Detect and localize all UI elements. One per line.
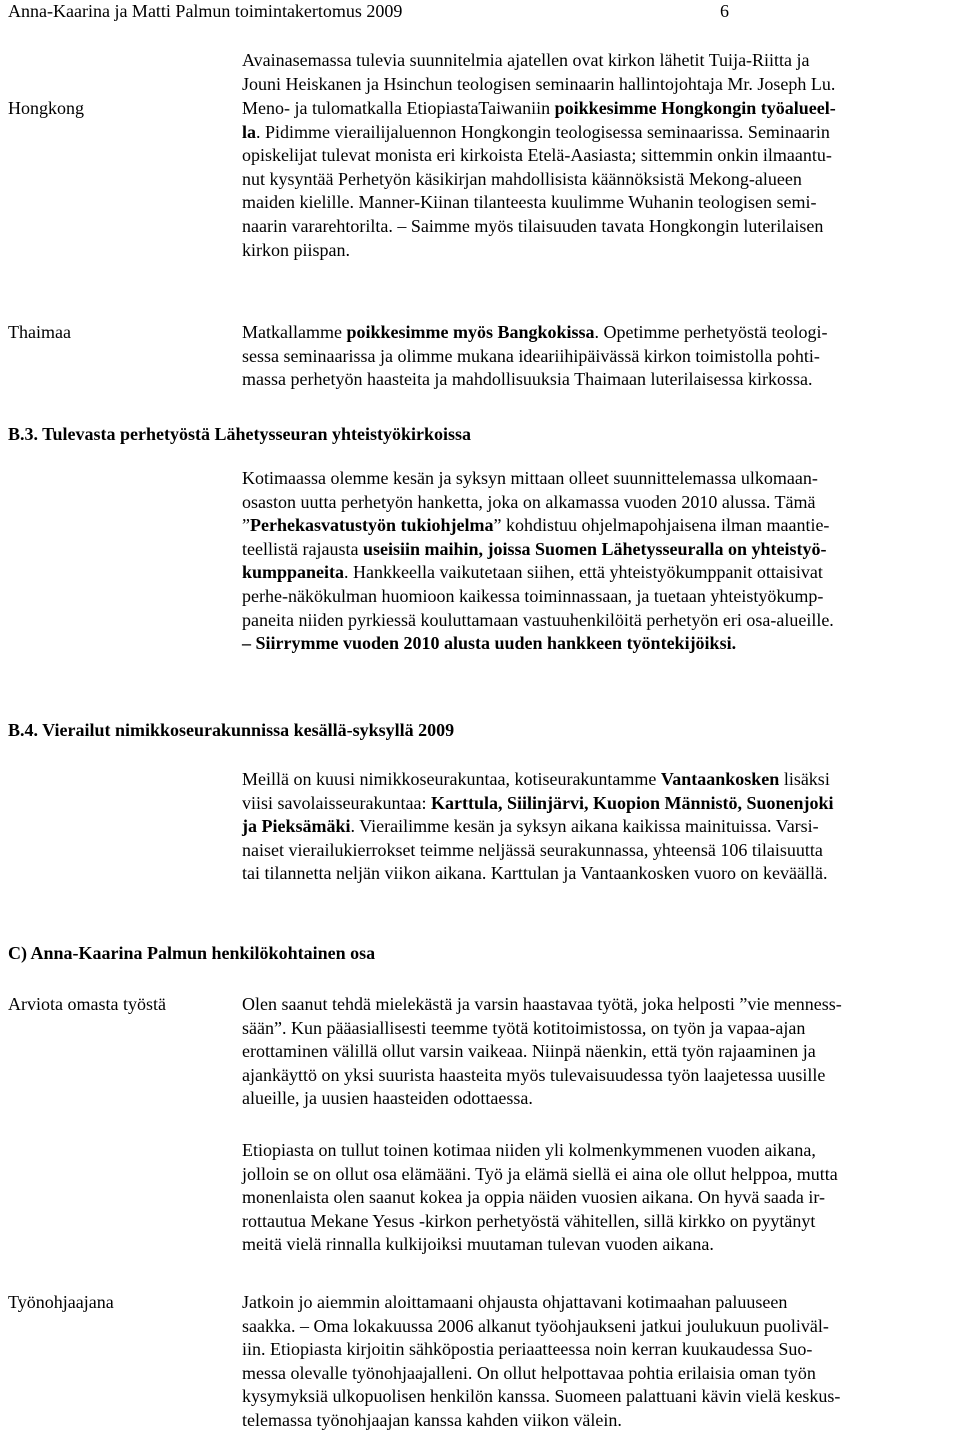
side-label-thaimaa: Thaimaa (8, 322, 71, 342)
text-line: ja Pieksämäki. Vierailimme kesän ja syksyn aikana kaikissa mainituissa. Varsi- (242, 816, 819, 837)
text-line: nut kysyntää Perhetyön käsikirjan mahdollisista käännöksistä Mekong-alueen (242, 168, 802, 189)
text-line: Avainasemassa tulevia suunnitelmia ajatellen ovat kirkon lähetit Tuija-Riitta ja (242, 50, 810, 70)
text-line: naiset vierailukierrokset teimme neljässä seurakunnassa, yhteensä 106 tilaisuutta (242, 839, 823, 860)
text-line: Matkallamme poikkesimme myös Bangkokissa. Opetimme perhetyöstä teologi- (242, 322, 828, 342)
bold-text: kumppaneita (242, 562, 345, 583)
text-line: viisi savolaisseurakuntaa: Karttula, Siilinjärvi, Kuopion Männistö, Suonenjoki (242, 792, 834, 813)
text-line: monenlaista olen saanut kokea ja oppia näiden vuosien aikana. On hyvä saada ir- (242, 1187, 825, 1208)
bold-text: ja Pieksämäki (242, 816, 351, 837)
text-line: naarin vararehtorilta. – Saimme myös tilaisuuden tavata Hongkongin luterilaisen (242, 215, 824, 236)
bold-text: poikkesimme myös Bangkokissa (346, 322, 595, 342)
intro-paragraph (242, 49, 956, 96)
text-line: osaston uutta perhetyön hanketta, joka on alkamassa vuoden 2010 alussa. Tämä (242, 491, 816, 512)
b4-paragraph (242, 768, 956, 886)
section-heading-b3: B.3. Tulevasta perhetyöstä Lähetysseuran yhteistyökirkoissa (8, 424, 472, 444)
bold-text: la (242, 121, 257, 142)
text-line: teellistä rajausta useisiin maihin, joissa Suomen Lähetysseuralla on yhteistyö- (242, 538, 827, 559)
bold-text: – Siirrymme vuoden 2010 alusta uuden hankkeen työntekijöiksi. (242, 633, 737, 654)
thaimaa-paragraph (242, 321, 956, 392)
b3-paragraph (242, 467, 956, 656)
text-line: iin. Etiopiasta kirjoitin sähköpostia periaatteessa noin kerran kuukaudessa Suo- (242, 1339, 813, 1360)
text-line: Meno- ja tulomatkalla EtiopiastaTaiwaniin poikkesimme Hongkongin työalueel- (242, 98, 836, 118)
text-line: ajankäyttö on yksi suurista haasteita myös tulevaisuudessa työn laajetessa uusille (242, 1064, 826, 1085)
text-line: kysymyksiä ulkopuolisen henkilön kanssa. Suomeen palattuani kävin vielä keskus- (242, 1386, 841, 1407)
tyonohjaajana-paragraph (242, 1291, 956, 1433)
hongkong-paragraph (242, 97, 956, 262)
text-line: messa olevalle työnohjaajalleni. On ollut helpottavaa pohtia erilaisia oman työn (242, 1362, 816, 1383)
text-line: massa perhetyön haasteita ja mahdollisuuksia Thaimaan luterilaisessa kirkossa. (242, 369, 813, 390)
text-line: kumppaneita. Hankkeella vaikutetaan siihen, että yhteistyökumppanit ottaisivat (242, 562, 823, 583)
section-heading-c: C) Anna-Kaarina Palmun henkilökohtainen osa (8, 943, 376, 963)
text-line: ”Perhekasvatustyön tukiohjelma” kohdistuu ohjelmapohjaisena ilman maantie- (242, 515, 830, 536)
text-line: Etiopiasta on tullut toinen kotimaa niiden yli kolmenkymmenen vuoden aikana, (242, 1140, 816, 1160)
side-label-hongkong: Hongkong (8, 98, 84, 118)
text-line: paneita niiden pyrkiessä kouluttamaan vastuuhenkilöitä perhetyön eri osa-alueille. (242, 609, 834, 630)
text-line: perhe-näkökulman huomioon kaikessa toiminnassaan, ja tuetaan yhteistyökump- (242, 585, 824, 606)
text-line: rottautua Mekane Yesus -kirkon perhetyöstä vähitellen, sillä kirkko on pyytänyt (242, 1210, 816, 1231)
bold-text: useisiin maihin, joissa Suomen Lähetysseuralla on yhteistyö- (362, 538, 827, 559)
text-line: sään”. Kun pääasiallisesti teemme työtä kotitoimistossa, on työn ja vapaa-ajan (242, 1017, 806, 1038)
bold-text: Vantaankosken (660, 769, 780, 789)
text-line: Meillä on kuusi nimikkoseurakuntaa, kotiseurakuntamme Vantaankosken lisäksi (242, 769, 830, 789)
text-line: Jatkoin jo aiemmin aloittamaani ohjausta ohjattavani kotimaahan paluuseen (242, 1292, 788, 1312)
text-line: jolloin se on ollut osa elämääni. Työ ja elämä siellä ei aina ole ollut helppoa, mutta (242, 1163, 838, 1184)
text-line: kirkon piispan. (242, 239, 350, 260)
side-label-arviota: Arviota omasta työstä (8, 994, 166, 1014)
bold-text: Perhekasvatustyön tukiohjelma (250, 515, 494, 536)
text-line: opiskelijat tulevat monista eri kirkoista Etelä-Aasiasta; sittemmin onkin ilmaantu- (242, 145, 832, 166)
document-title: Anna-Kaarina ja Matti Palmun toimintakertomus 2009 (8, 1, 403, 21)
bold-text: poikkesimme Hongkongin työalueel- (554, 98, 836, 118)
page-number: 6 (720, 1, 729, 21)
arviota-paragraph (242, 993, 956, 1111)
text-line: Kotimaassa olemme kesän ja syksyn mittaan olleet suunnittelemassa ulkomaan- (242, 468, 818, 488)
text-line: sessa seminaarissa ja olimme mukana ideariihipäivässä kirkon toimistolla pohti- (242, 345, 820, 366)
text-line (242, 632, 956, 656)
section-heading-b4: B.4. Vierailut nimikkoseurakunnissa kesällä-syksyllä 2009 (8, 720, 455, 740)
text-line: saakka. – Oma lokakuussa 2006 alkanut työohjaukseni jatkui joulukuun puoliväl- (242, 1315, 829, 1336)
text-line: meitä vielä rinnalla kulkijoiksi muutaman tulevan vuoden aikana. (242, 1234, 714, 1255)
text-line: alueille, ja uusien haasteiden odottaessa. (242, 1088, 533, 1109)
text-line: maiden kielille. Manner-Kiinan tilanteesta kuulimme Wuhanin teologisen semi- (242, 192, 817, 213)
text-line: Olen saanut tehdä mielekästä ja varsin haastavaa työtä, joka helposti ”vie menness- (242, 994, 842, 1014)
page-header (8, 0, 738, 24)
text-line: Jouni Heiskanen ja Hsinchun teologisen seminaarin hallintojohtaja Mr. Joseph Lu. (242, 73, 836, 94)
text-line: la. Pidimme vierailijaluennon Hongkongin teologisessa seminaarissa. Seminaarin (242, 121, 830, 142)
bold-text: Karttula, Siilinjärvi, Kuopion Männistö, Suonenjoki (430, 792, 834, 813)
side-label-tyonohjaajana: Työnohjaajana (8, 1292, 114, 1312)
text-line: erottaminen välillä ollut varsin vaikeaa. Niinpä näenkin, että työn rajaaminen ja (242, 1041, 816, 1062)
text-line: tai tilannetta neljän viikon aikana. Karttulan ja Vantaankosken vuoro on keväällä. (242, 863, 828, 884)
text-line: telemassa työnohjaajan kanssa kahden viikon välein. (242, 1409, 622, 1430)
etiopia-paragraph (242, 1139, 956, 1257)
